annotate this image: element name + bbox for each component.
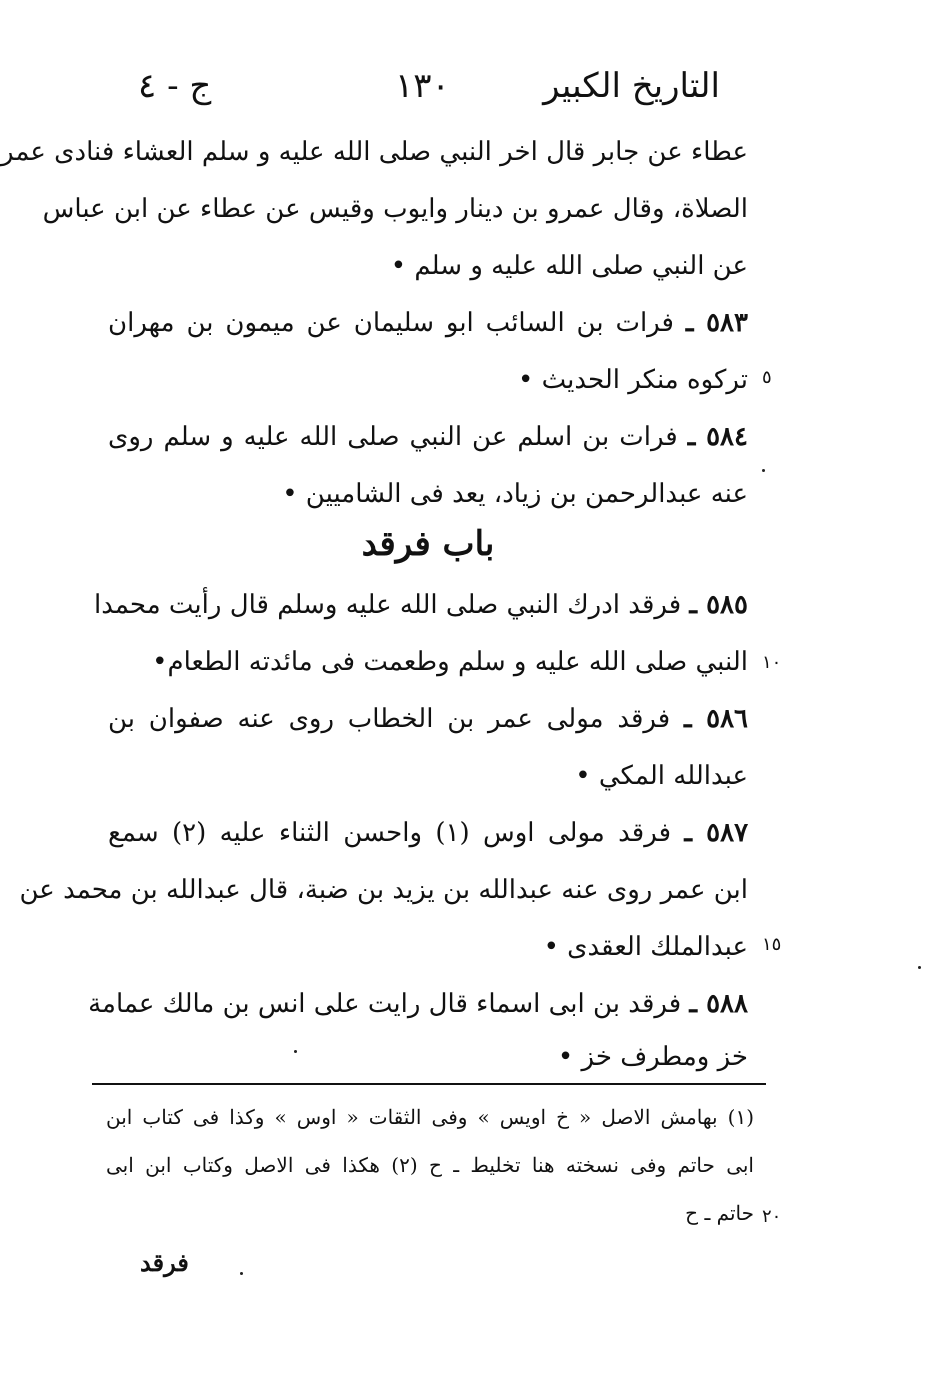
entry-583-line: ٥٨٣ ـ فرات بن السائب ابو سليمان عن ميمون بن مهران (108, 308, 748, 338)
text-line: عبدالملك العقدى • (543, 932, 748, 962)
text-line: الصلاة، وقال عمرو بن دينار وايوب وقيس عن عطاء عن ابن عباس (42, 194, 748, 224)
text-line: عطاء عن جابر قال اخر النبي صلى الله عليه و سلم العشاء فنادى عمر (1, 137, 748, 167)
running-header (110, 66, 720, 116)
margin-number: ١٥ (762, 934, 782, 955)
entry-588-line: ٥٨٨ ـ فرقد بن ابى اسماء قال رايت على انس بن مالك عمامة (88, 989, 748, 1019)
entry-number: ٥٨٧ ـ (684, 818, 749, 848)
scan-speck (294, 1050, 297, 1053)
footnote-line: (١) بهامش الاصل « خ اويس » وفى الثقات « اوس » وكذا فى كتاب ابن (106, 1105, 754, 1129)
text-line: تركوه منكر الحديث • (518, 365, 748, 395)
book-title: التاريخ الكبير (543, 66, 720, 106)
footnote-line: ابى حاتم وفى نسخته هنا تخليط ـ ح (٢) هكذا فى الاصل وكتاب ابن ابى (106, 1153, 754, 1177)
section-heading: باب فرقد (361, 524, 495, 564)
margin-number: ٢٠ (762, 1206, 782, 1227)
margin-number: ٥ (762, 367, 772, 388)
volume-label: ج - ٤ (138, 66, 212, 106)
footnote-line: حاتم ـ ح (685, 1201, 754, 1225)
text-line: عن النبي صلى الله عليه و سلم • (390, 251, 748, 281)
entry-number: ٥٨٥ ـ (689, 590, 748, 620)
scan-speck (762, 469, 765, 472)
scan-speck (918, 966, 921, 969)
margin-number: ١٠ (762, 652, 782, 673)
text-line: النبي صلى الله عليه و سلم وطعمت فى مائدته الطعام• (152, 647, 748, 677)
text-line: خز ومطرف خز • (557, 1042, 748, 1072)
entry-585-line: ٥٨٥ ـ فرقد ادرك النبي صلى الله عليه وسلم قال رأيت محمدا (94, 590, 748, 620)
entry-584-line: ٥٨٤ ـ فرات بن اسلم عن النبي صلى الله عليه و سلم روى (108, 422, 748, 452)
text-line: عبدالله المكي • (575, 761, 748, 791)
entry-number: ٥٨٤ ـ (687, 422, 748, 452)
scan-speck (240, 1272, 243, 1275)
entry-number: ٥٨٨ ـ (689, 989, 748, 1019)
catchword: فرقد (140, 1248, 189, 1277)
entry-587-line: ٥٨٧ ـ فرقد مولى اوس (١) واحسن الثناء عليه (٢) سمع (108, 818, 749, 848)
footnote-divider (92, 1083, 766, 1085)
entry-586-line: ٥٨٦ ـ فرقد مولى عمر بن الخطاب روى عنه صفوان بن (108, 704, 749, 734)
page-number: ١٣٠ (395, 66, 450, 106)
entry-number: ٥٨٦ ـ (683, 704, 749, 734)
text-line: ابن عمر روى عنه عبدالله بن يزيد بن ضبة، قال عبدالله بن محمد عن (19, 875, 748, 905)
entry-number: ٥٨٣ ـ (685, 308, 748, 338)
text-line: عنه عبدالرحمن بن زياد، يعد فى الشاميين • (282, 479, 748, 509)
